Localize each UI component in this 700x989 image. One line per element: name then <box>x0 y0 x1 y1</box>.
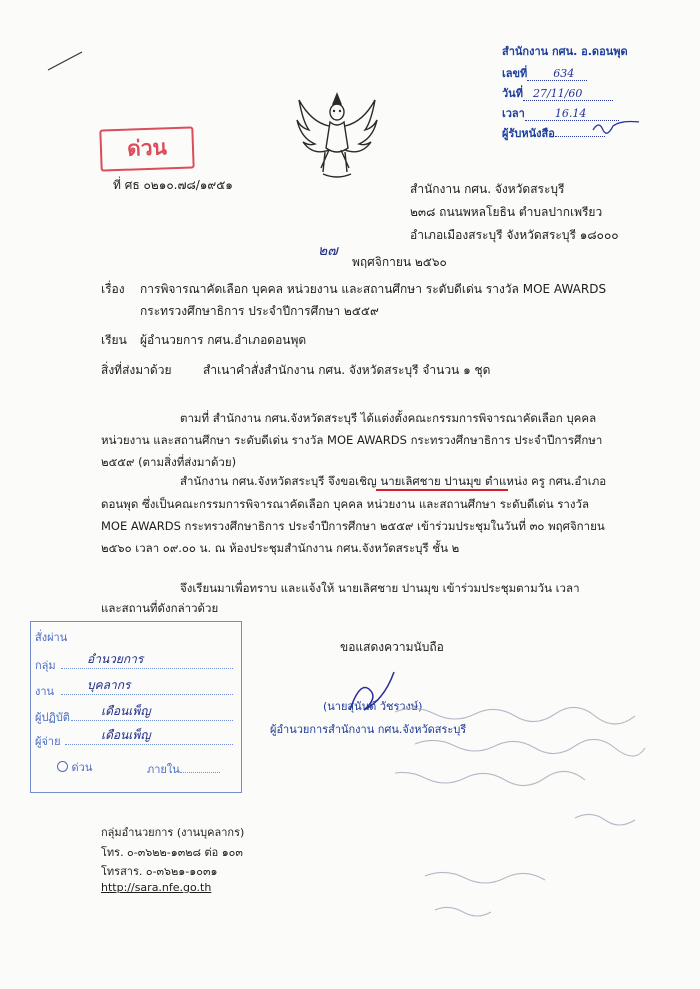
subject-line2: กระทรวงศึกษาธิการ ประจำปีการศึกษา ๒๕๕๙ <box>140 304 379 318</box>
radio-circle-icon <box>57 761 68 772</box>
subject-line1: การพิจารณาคัดเลือก บุคคล หน่วยงาน และสถานศึกษา ระดับดีเด่น รางวัล MOE AWARDS <box>140 282 607 296</box>
assign-title: สั่งผ่าน <box>35 631 68 644</box>
date-text: พฤศจิกายน ๒๕๖๐ <box>352 255 447 269</box>
receipt-time: 16.14 <box>554 107 587 120</box>
enclosure-text: สำเนาคำสั่งสำนักงาน กศน. จังหวัดสระบุรี จำนวน ๑ ชุด <box>203 363 491 377</box>
para2-line1: สำนักงาน กศน.จังหวัดสระบุรี จึงขอเชิญ นายเลิศชาย ปานมุข ตำแหน่ง ครู กศน.อำเภอ <box>180 474 607 488</box>
para1-line3: ๒๕๕๙ (ตามสิ่งที่ส่งมาด้วย) <box>101 455 237 469</box>
enclosure-label: สิ่งที่ส่งมาด้วย <box>101 363 172 377</box>
assign-work-value: บุคลากร <box>87 678 131 692</box>
sender-line1: สำนักงาน กศน. จังหวัดสระบุรี <box>410 182 565 196</box>
sender-line3: อำเภอเมืองสระบุรี จังหวัดสระบุรี ๑๘๐๐๐ <box>410 228 619 242</box>
within-option[interactable] <box>147 760 220 778</box>
footer-dept: กลุ่มอำนวยการ (งานบุคลากร) <box>101 826 245 839</box>
sender-line2: ๒๓๘ ถนนพหลโยธิน ตำบลปากเพรียว <box>410 205 603 219</box>
urgent-stamp: ด่วน <box>99 126 194 171</box>
subject-label: เรื่อง <box>101 282 125 296</box>
within-option-label: ภายใน <box>147 763 180 776</box>
receipt-stamp <box>496 42 646 150</box>
assign-group-value: อำนวยการ <box>87 652 144 666</box>
signer-title: ผู้อำนวยการสำนักงาน กศน.จังหวัดสระบุรี <box>270 723 467 736</box>
footer-phone: โทร. ๐-๓๖๒๒-๑๓๒๘ ต่อ ๑๐๓ <box>101 846 243 859</box>
assignment-box <box>30 621 242 793</box>
assign-operator-label: ผู้ปฏิบัติ <box>35 711 70 724</box>
assign-assigner-value: เดือนเพ็ญ <box>101 728 151 742</box>
to-label: เรียน <box>101 333 127 347</box>
para3-line1: จึงเรียนมาเพื่อทราบ และแจ้งให้ นายเลิศชาย ปานมุข เข้าร่วมประชุมตามวัน เวลา <box>180 581 580 595</box>
receipt-number: 634 <box>553 67 575 80</box>
receipt-number-label: เลขที่ <box>502 67 528 80</box>
signer-name: (นายสุนันต์ วัชรวงษ์) <box>323 700 423 713</box>
receipt-time-label: เวลา <box>502 107 525 120</box>
receipt-date-row <box>502 84 613 102</box>
faint-handwritten-notes <box>395 700 685 930</box>
assign-assigner-label: ผู้จ่าย <box>35 735 61 748</box>
closing: ขอแสดงความนับถือ <box>340 640 444 654</box>
assign-operator-value: เดือนเพ็ญ <box>101 704 151 718</box>
footer-url[interactable]: http://sara.nfe.go.th <box>101 881 212 894</box>
receipt-receiver-row <box>502 124 605 142</box>
para2-line4: ๒๕๖๐ เวลา ๐๙.๐๐ น. ณ ห้องประชุมสำนักงาน กศน.จังหวัดสระบุรี ชั้น ๒ <box>101 541 460 555</box>
receipt-office: สำนักงาน กศน. อ.ดอนพุด <box>502 45 628 58</box>
receipt-date: 27/11/60 <box>532 87 583 100</box>
receipt-date-label: วันที่ <box>502 87 523 100</box>
receiver-signature <box>591 116 641 138</box>
doc-number: ที่ ศธ ๐๒๑๐.๗๘/๑๙๕๑ <box>113 178 233 192</box>
name-underline <box>376 489 508 491</box>
para1-line1: ตามที่ สำนักงาน กศน.จังหวัดสระบุรี ได้แต่งตั้งคณะกรรมการพิจารณาคัดเลือก บุคคล <box>180 411 597 425</box>
receipt-receiver-label: ผู้รับหนังสือ <box>502 127 555 140</box>
garuda-emblem <box>293 88 381 182</box>
para2-line2: ดอนพุด ซึ่งเป็นคณะกรรมการพิจารณาคัดเลือก บุคคล หน่วยงาน และสถานศึกษา ระดับดีเด่น รางวัล <box>101 497 589 511</box>
assign-work-label: งาน <box>35 685 55 698</box>
date-handwritten: ๒๗ <box>318 243 338 259</box>
receipt-number-row <box>502 64 587 82</box>
para1-line2: หน่วยงาน และสถานศึกษา ระดับดีเด่น รางวัล MOE AWARDS กระทรวงศึกษาธิการ ประจำปีการศึกษา <box>101 433 603 447</box>
assign-group-label: กลุ่ม <box>35 659 56 672</box>
urgent-option-label: ด่วน <box>71 761 93 774</box>
para3-line2: และสถานที่ดังกล่าวด้วย <box>101 601 219 615</box>
pen-mark <box>46 48 86 74</box>
urgent-option[interactable] <box>57 758 92 776</box>
footer-fax: โทรสาร. ๐-๓๖๒๑-๑๐๓๑ <box>101 865 218 878</box>
to-recipient: ผู้อำนวยการ กศน.อำเภอดอนพุด <box>140 333 307 347</box>
para2-line3: MOE AWARDS กระทรวงศึกษาธิการ ประจำปีการศึกษา ๒๕๕๙ เข้าร่วมประชุมในวันที่ ๓๐ พฤศจิกายน <box>101 519 605 533</box>
